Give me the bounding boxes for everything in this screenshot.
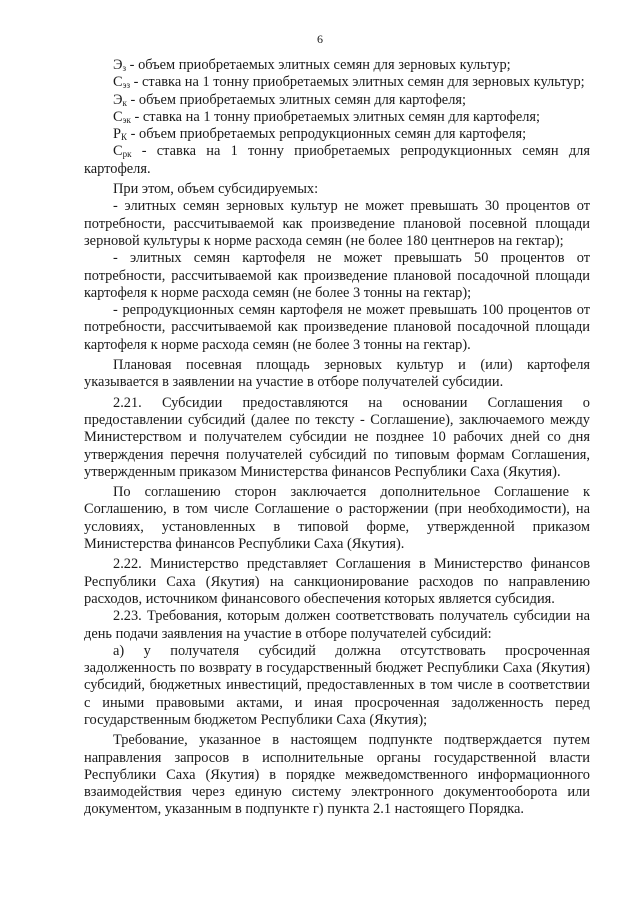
variable-subscript: рк	[122, 149, 132, 160]
paragraph-intro: При этом, объем субсидируемых:	[113, 181, 319, 198]
definition-line	[84, 143, 590, 178]
definition-line	[84, 74, 590, 91]
paragraph-planned-area: Плановая посевная площадь зерновых культур и (или) картофеля указывается в заявлении на участие в отборе получателей субсидии.	[84, 357, 590, 391]
variable-symbol: С	[113, 108, 123, 125]
variable-subscript: К	[121, 132, 128, 143]
variable-subscript: к	[122, 97, 127, 108]
list-item-a: а) у получателя субсидий должна отсутствовать просроченная задолженность по возврату в государственный бюджет Республики Саха (Якутия) субсидий, бюджетных инвестиций, предоставленных в том числе в соответствии с иными правовыми актами, и иная просроченная задолженность перед государственным бюджетом Республики Саха (Якутия);	[84, 642, 590, 728]
paragraph-additional-agreement: По соглашению сторон заключается дополнительное Соглашение к Соглашению, в том числе Соглашение о расторжении (при необходимости), на условиях, установленных в типовой форме, утвержденной приказом Министерства финансов Республики Саха (Якутия).	[84, 484, 590, 553]
definition-line	[84, 126, 590, 143]
definition-text: - ставка на 1 тонну приобретаемых элитных семян для зерновых культур;	[130, 74, 585, 91]
definition-text: - объем приобретаемых репродукционных семян для картофеля;	[127, 126, 527, 143]
variable-symbol: С	[113, 74, 123, 91]
variable-subscript: з	[122, 63, 127, 73]
list-item-potato-elite: - элитных семян картофеля не может превышать 50 процентов от потребности, рассчитываемой как произведение плановой посадочной площади картофеля к норме расхода семян (не более 3 тонны на гектар);	[84, 250, 590, 301]
section-2-21: 2.21. Субсидии предоставляются на основании Соглашения о предоставлении субсидий (далее по тексту - Соглашение), заключаемого между Министерством и получателем субсидии не позднее 10 рабочих дней со дня утверждения перечня получателей субсидий по типовым формам Соглашения, утвержденным приказом Министерства финансов Республики Саха (Якутия).	[84, 394, 590, 480]
section-2-23: 2.23. Требования, которым должен соответствовать получатель субсидии на день подачи заявления на участие в отборе получателей субсидий:	[84, 608, 590, 642]
section-2-22: 2.22. Министерство представляет Соглашения в Министерство финансов Республики Саха (Якутия) на санкционирование расходов по направлению расходов, источником финансового обеспечения которых является субсидия.	[84, 556, 590, 607]
document-body	[84, 57, 590, 819]
definition-text: - объем приобретаемых элитных семян для зерновых культур;	[126, 57, 511, 73]
definition-line	[84, 57, 590, 74]
definition-text: - ставка на 1 тонну приобретаемых элитных семян для картофеля;	[130, 108, 541, 125]
variable-symbol: С	[113, 143, 123, 160]
variable-symbol: Э	[113, 91, 123, 108]
definition-line	[84, 92, 590, 109]
definition-text: - ставка на 1 тонну приобретаемых репродукционных семян для картофеля.	[84, 143, 590, 177]
variable-symbol: Р	[113, 126, 122, 143]
variable-subscript: эз	[122, 80, 131, 91]
variable-symbol: Э	[113, 57, 123, 73]
definition-text: - объем приобретаемых элитных семян для картофеля;	[126, 91, 466, 108]
variable-subscript: эк	[122, 114, 131, 125]
definition-line	[84, 109, 590, 126]
list-item-grain-seeds: - элитных семян зерновых культур не может превышать 30 процентов от потребности, рассчитываемой как произведение плановой посевной площади зерновой культуры к норме расхода семян (не более 180 центнеров на гектар);	[84, 198, 590, 249]
paragraph-requirement: Требование, указанное в настоящем подпункте подтверждается путем направления запросов в исполнительные органы государственной власти Республики Саха (Якутия) в порядке межведомственного информационного взаимодействия через единую систему электронного документооборота или документом, указанным в подпункте г) пункта 2.1 настоящего Порядка.	[84, 732, 590, 818]
list-item-potato-reproduction: - репродукционных семян картофеля не может превышать 100 процентов от потребности, рассчитываемой как произведение плановой посадочной площади картофеля к норме расхода семян (не более 3 тонны на гектар).	[84, 302, 590, 353]
page-number: 6	[317, 32, 323, 46]
